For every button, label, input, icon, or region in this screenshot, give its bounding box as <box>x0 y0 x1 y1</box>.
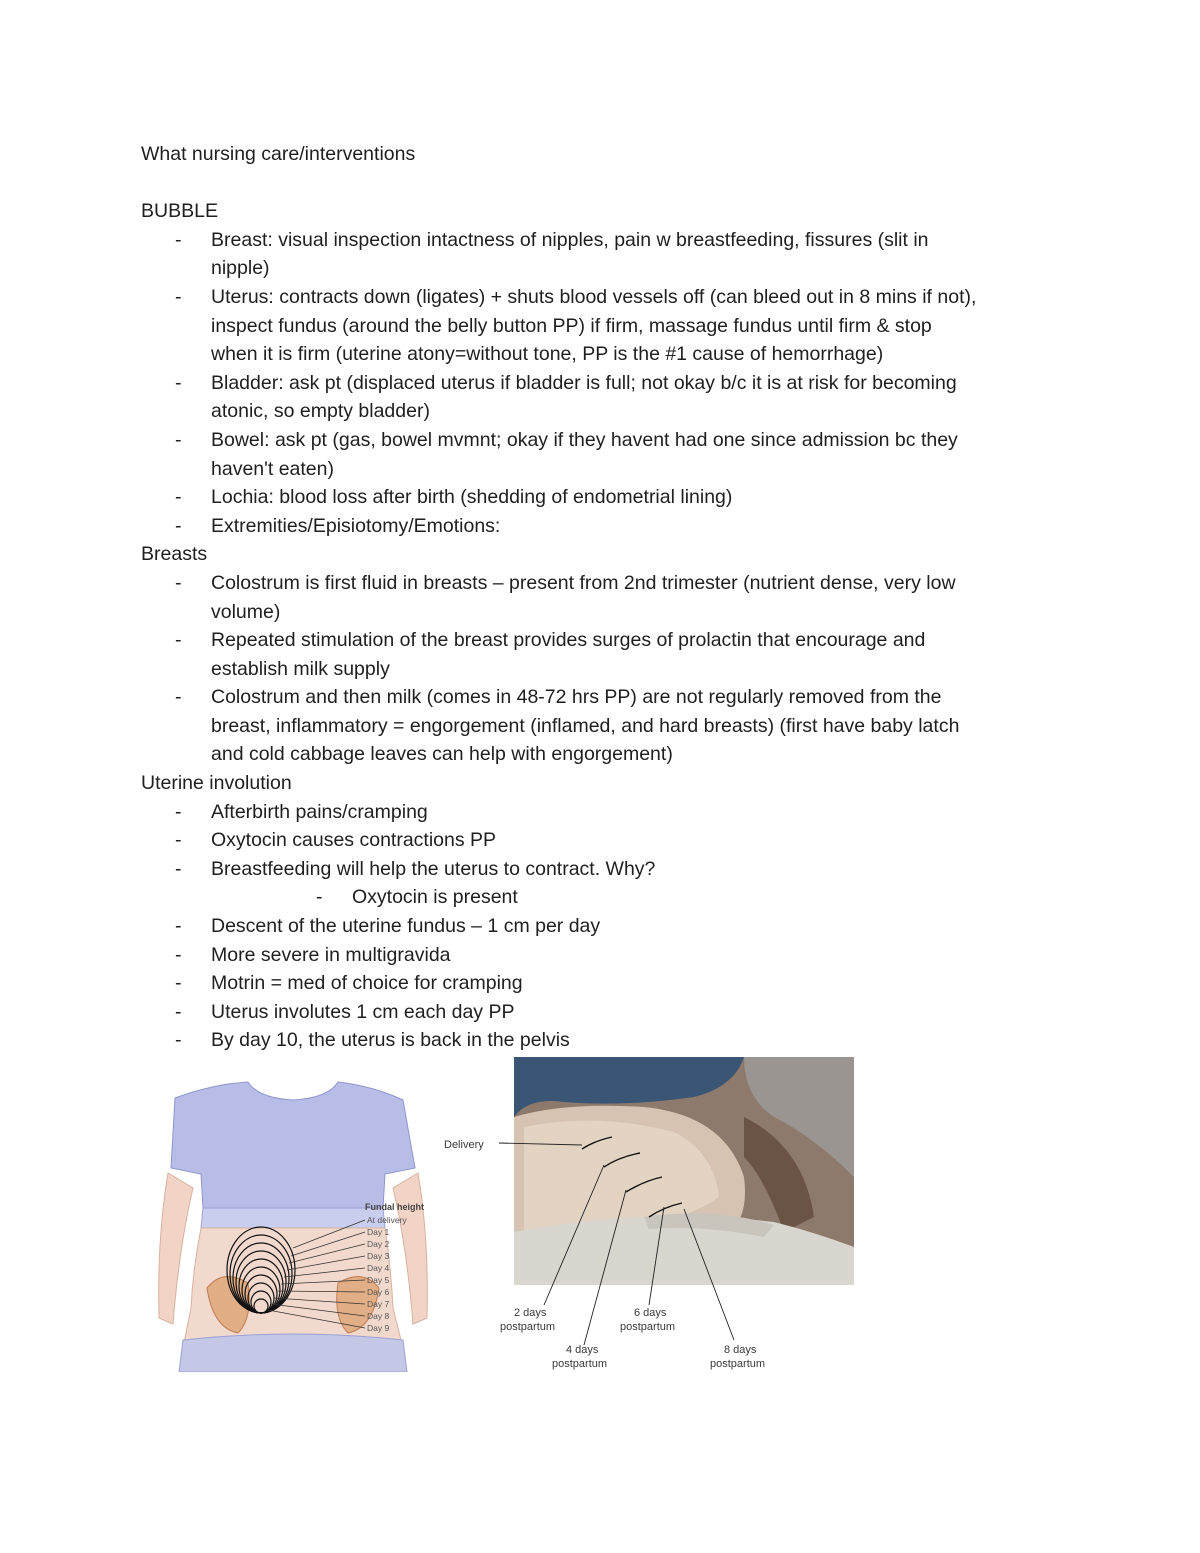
photo-area <box>514 1057 854 1285</box>
breasts-list <box>141 569 1061 769</box>
list-item: - Breast: visual inspection intactness of nipples, pain w breastfeeding, fissures (slit in nipple) <box>141 226 1061 283</box>
label-day-7: Day 7 <box>367 1299 390 1309</box>
breasts-heading: Breasts <box>141 543 208 566</box>
label-2-days: 2 days <box>514 1307 547 1319</box>
label-4-days: 4 days <box>566 1344 599 1356</box>
list-item: - Bowel: ask pt (gas, bowel mvmnt; okay if they havent had one since admission bc they haven't eaten) <box>141 426 1061 483</box>
postpartum-abdomen-photo <box>444 1057 854 1370</box>
sub-list-item: - Oxytocin is present <box>211 883 1061 912</box>
list-item: - Uterus: contracts down (ligates) + shuts blood vessels off (can bleed out in 8 mins if not), inspect fundus (around the belly button PP) if firm, massage fundus until firm & stop when it is firm (uterine atony=without tone, PP is the #1 cause of hemorrhage) <box>141 283 1061 369</box>
label-6-days-postpartum: postpartum <box>620 1321 676 1333</box>
bubble-heading: BUBBLE <box>141 200 218 223</box>
list-item: - More severe in multigravida <box>141 941 1061 970</box>
uterine-list <box>141 798 1061 1055</box>
list-item: - Extremities/Episiotomy/Emotions: <box>141 512 1061 541</box>
list-item: - Descent of the uterine fundus – 1 cm per day <box>141 912 1061 941</box>
label-day-2: Day 2 <box>367 1239 390 1249</box>
list-item: - Repeated stimulation of the breast provides surges of prolactin that encourage and establish milk supply <box>141 626 1061 683</box>
label-day-3: Day 3 <box>367 1251 390 1261</box>
fundal-height-illustration <box>153 1078 433 1372</box>
list-item: - Afterbirth pains/cramping <box>141 798 1061 827</box>
list-item <box>141 855 1061 912</box>
list-item: - Colostrum is first fluid in breasts – present from 2nd trimester (nutrient dense, very low volume) <box>141 569 1061 626</box>
list-item-text: Breastfeeding will help the uterus to contract. Why? <box>211 857 656 880</box>
list-item: - Motrin = med of choice for cramping <box>141 969 1061 998</box>
list-item: - Oxytocin causes contractions PP <box>141 826 1061 855</box>
label-at-delivery: At delivery <box>367 1215 407 1225</box>
label-2-days-postpartum: postpartum <box>500 1321 556 1333</box>
label-day-9: Day 9 <box>367 1323 390 1333</box>
label-day-4: Day 4 <box>367 1263 390 1273</box>
list-item: - By day 10, the uterus is back in the pelvis <box>141 1026 1061 1055</box>
sub-list <box>211 883 1061 912</box>
label-day-5: Day 5 <box>367 1275 390 1285</box>
uterine-heading: Uterine involution <box>141 772 292 795</box>
label-delivery: Delivery <box>444 1139 484 1151</box>
label-8-days-postpartum: postpartum <box>710 1358 766 1370</box>
page-title: What nursing care/interventions <box>141 143 416 165</box>
label-day-8: Day 8 <box>367 1311 390 1321</box>
label-8-days: 8 days <box>724 1344 757 1356</box>
list-item: - Colostrum and then milk (comes in 48-72 hrs PP) are not regularly removed from the breast, inflammatory = engorgement (inflamed, and hard breasts) (first have baby latch and cold cabbage leaves can help with engorgement) <box>141 683 1061 769</box>
label-6-days: 6 days <box>634 1307 667 1319</box>
bubble-list <box>141 226 1061 541</box>
list-item: - Uterus involutes 1 cm each day PP <box>141 998 1061 1027</box>
list-item: - Bladder: ask pt (displaced uterus if bladder is full; not okay b/c it is at risk for becoming atonic, so empty bladder) <box>141 369 1061 426</box>
figure-heading: Fundal height <box>365 1202 424 1212</box>
list-item: - Lochia: blood loss after birth (shedding of endometrial lining) <box>141 483 1061 512</box>
label-day-1: Day 1 <box>367 1227 390 1237</box>
label-4-days-postpartum: postpartum <box>552 1358 608 1370</box>
notes-body <box>141 140 1061 1055</box>
label-day-6: Day 6 <box>367 1287 390 1297</box>
